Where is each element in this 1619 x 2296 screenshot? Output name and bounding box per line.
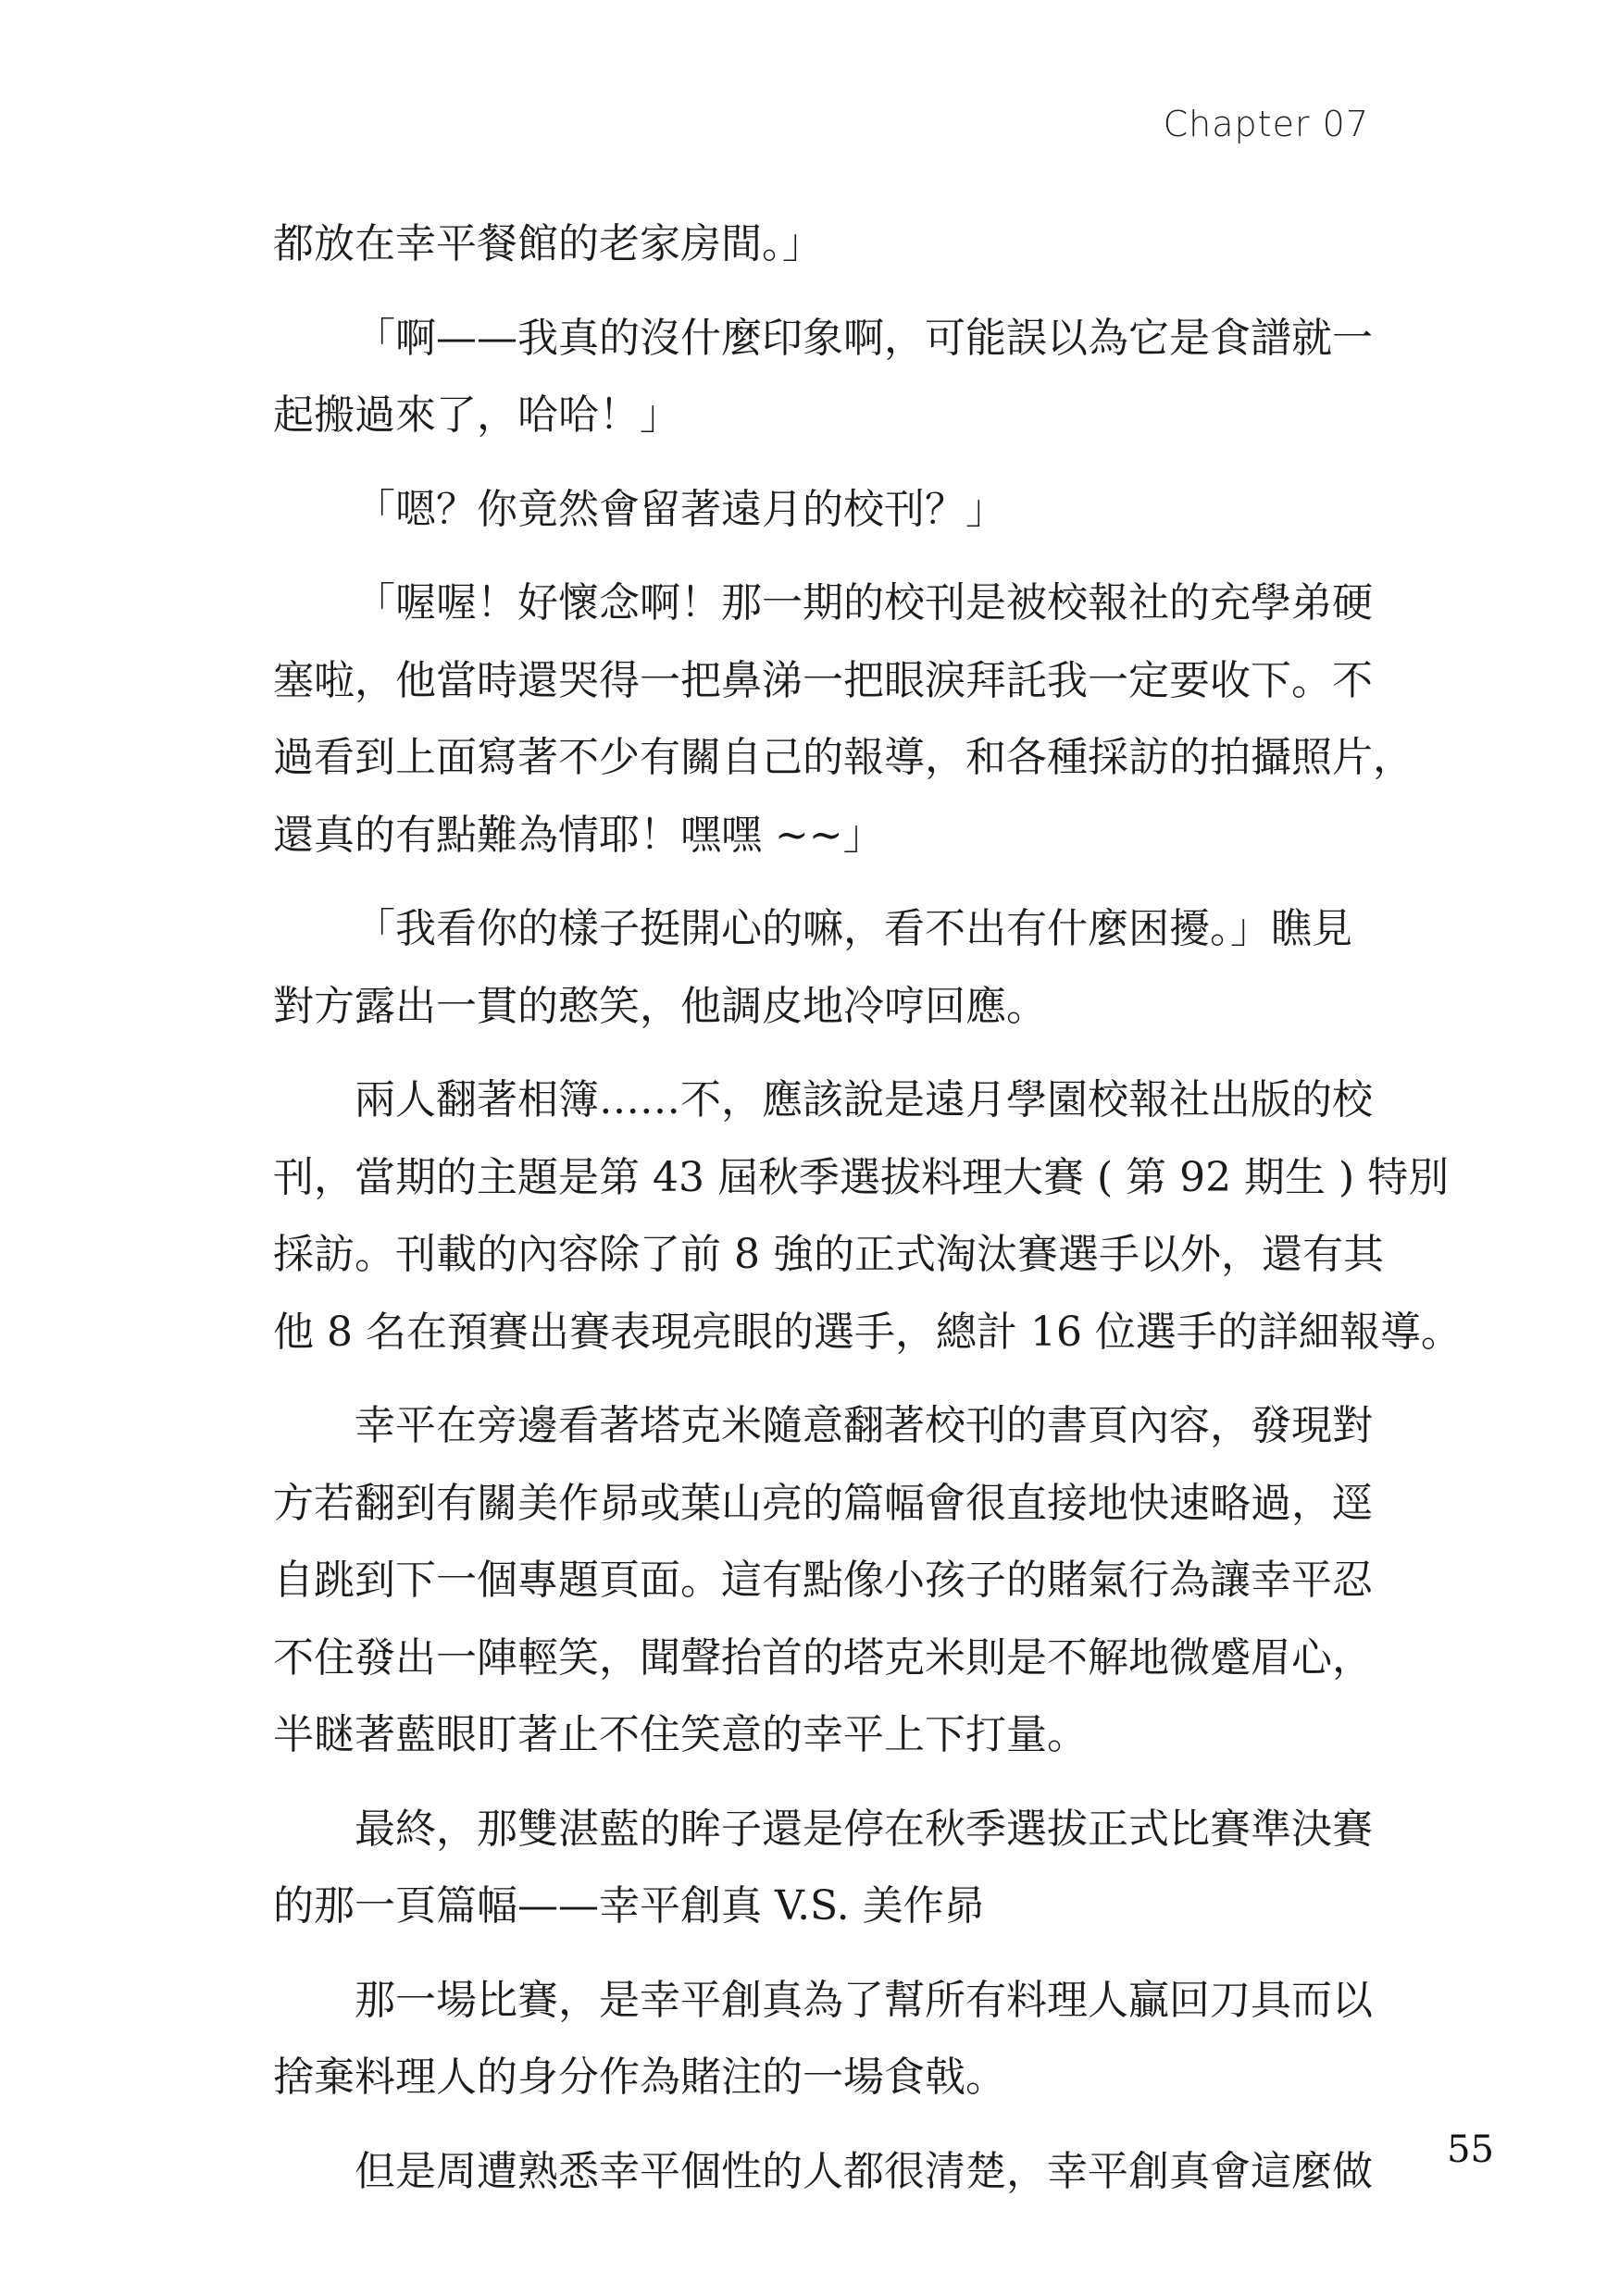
text-line: 不住發出一陣輕笑，聞聲抬首的塔克米則是不解地微蹙眉心， <box>273 1633 1373 1682</box>
text-line: 塞啦，他當時還哭得一把鼻涕一把眼淚拜託我一定要收下。不 <box>273 656 1373 704</box>
paragraph <box>273 1791 1393 1945</box>
text-line: 都放在幸平餐館的老家房間。」 <box>273 220 823 267</box>
paragraph <box>273 1962 1393 2116</box>
text-line: 刊，當期的主題是第 43 屆秋季選拔料理大賽 ( 第 92 期生 ) 特別 <box>273 1153 1450 1201</box>
text-line: 的那一頁篇幅——幸平創真 V.S. 美作昴 <box>273 1882 985 1930</box>
paragraph <box>273 565 1414 874</box>
body-text <box>273 205 1462 2227</box>
text-line: 半瞇著藍眼盯著止不住笑意的幸平上下打量。 <box>273 1711 1088 1758</box>
chapter-header: Chapter 07 <box>1163 104 1369 144</box>
paragraph <box>273 890 1393 1045</box>
page-number: 55 <box>1447 2128 1494 2171</box>
text-line: 「嗯？你竟然會留著遠月的校刊？」 <box>355 485 1006 533</box>
text-line: 捨棄料理人的身分作為賭注的一場食戟。 <box>273 2054 1006 2101</box>
text-line: 方若翻到有關美作昴或葉山亮的篇幅會很直接地快速略過，逕 <box>273 1479 1373 1527</box>
text-line: 但是周遭熟悉幸平個性的人都很清楚，幸平創真會這麼做 <box>355 2147 1373 2195</box>
paragraph <box>273 300 1393 454</box>
text-line: 他 8 名在預賽出賽表現亮眼的選手，總計 16 位選手的詳細報導。 <box>273 1308 1462 1356</box>
text-line: 兩人翻著相簿……不，應該說是遠月學園校報社出版的校 <box>355 1076 1373 1123</box>
text-line: 「喔喔！好懷念啊！那一期的校刊是被校報社的充學弟硬 <box>355 579 1373 627</box>
paragraph <box>273 2133 1393 2211</box>
text-line: 採訪。刊載的內容除了前 8 強的正式淘汰賽選手以外，還有其 <box>273 1231 1384 1278</box>
paragraph <box>273 205 1393 283</box>
text-line: 那一場比賽，是幸平創真為了幫所有料理人贏回刀具而以 <box>355 1976 1373 2024</box>
paragraph <box>273 1061 1462 1371</box>
paragraph <box>273 471 1393 549</box>
text-line: 起搬過來了，哈哈！」 <box>273 391 680 439</box>
text-line: 過看到上面寫著不少有關自己的報導，和各種採訪的拍攝照片， <box>273 734 1414 781</box>
text-line: 幸平在旁邊看著塔克米隨意翻著校刊的書頁內容，發現對 <box>355 1402 1373 1449</box>
text-line: 對方露出一貫的憨笑，他調皮地冷哼回應。 <box>273 982 1047 1030</box>
text-line: 最終，那雙湛藍的眸子還是停在秋季選拔正式比賽準決賽 <box>355 1805 1373 1853</box>
text-line: 自跳到下一個專題頁面。這有點像小孩子的賭氣行為讓幸平忍 <box>273 1557 1373 1604</box>
text-line: 還真的有點難為情耶！嘿嘿 ~~」 <box>273 811 884 859</box>
text-line: 「我看你的樣子挺開心的嘛，看不出有什麼困擾。」瞧見 <box>355 905 1352 952</box>
paragraph <box>273 1387 1393 1774</box>
text-line: 「啊——我真的沒什麼印象啊，可能誤以為它是食譜就一 <box>355 314 1373 362</box>
